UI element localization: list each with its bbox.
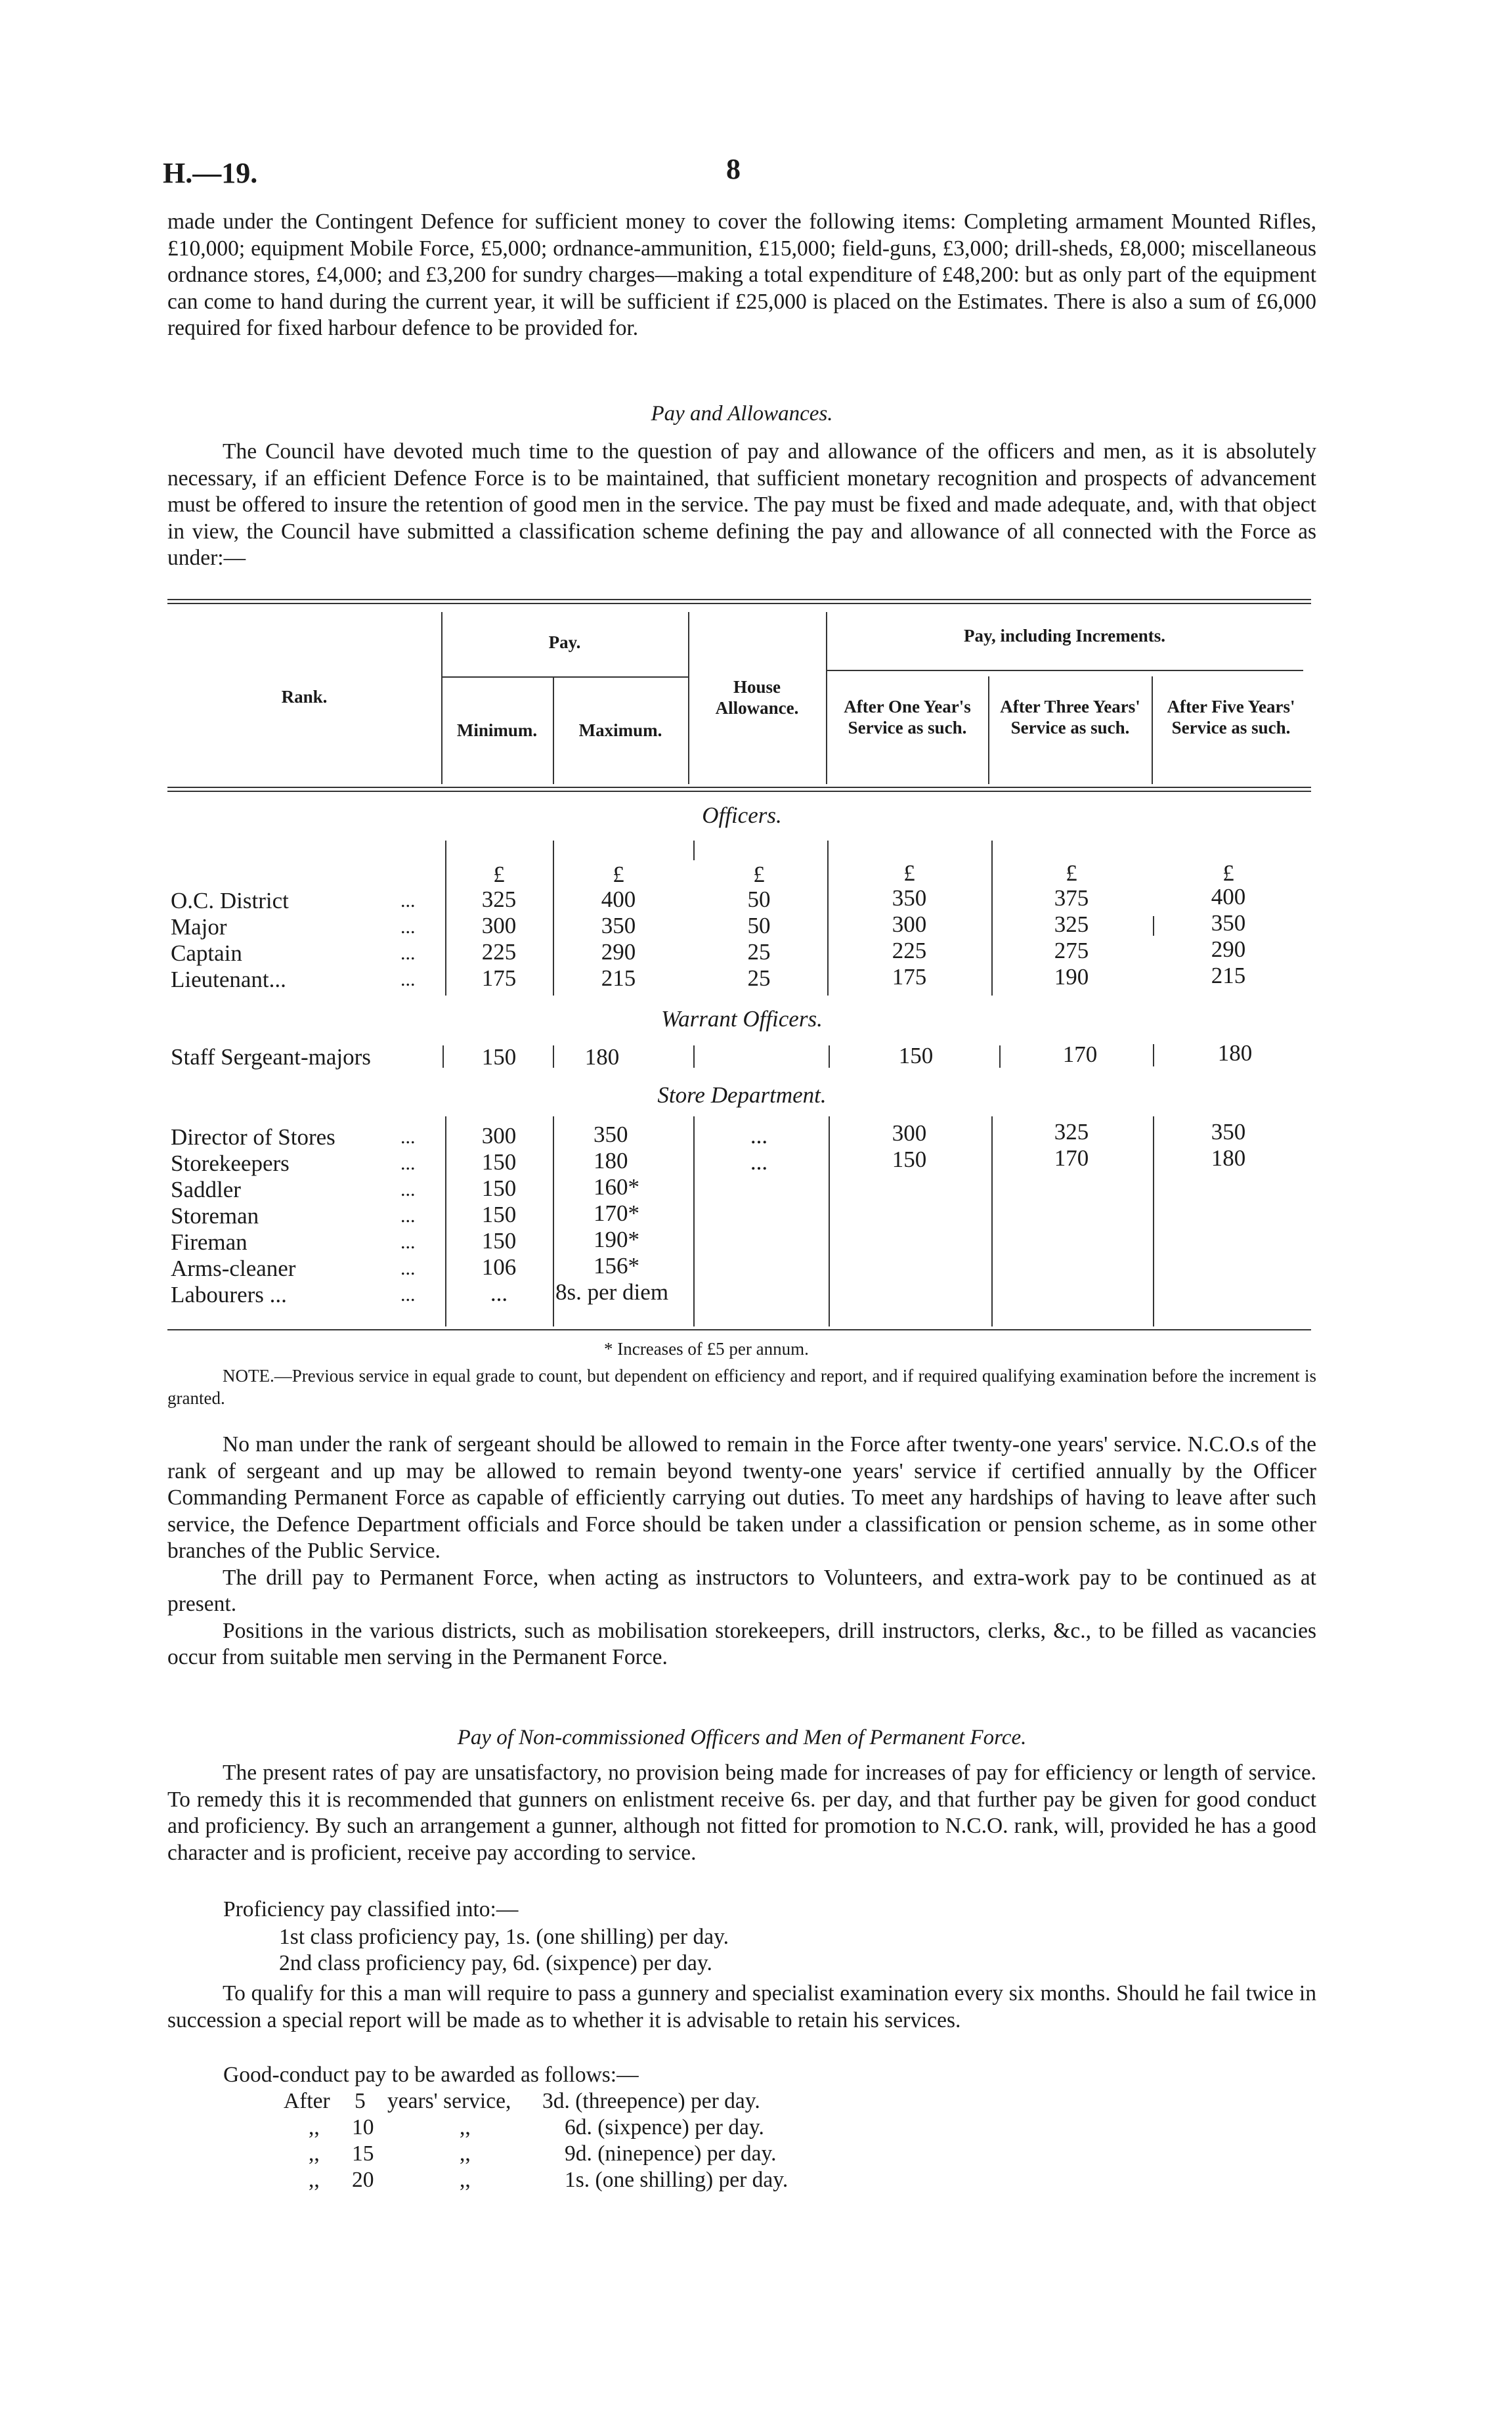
header-increments: Pay, including Increments.: [963, 626, 1166, 646]
qualify-paragraph: To qualify for this a man will require to pass a gunnery and specialist examination every six months. Should he fail twice in succession a special report will be made as to whether it is advisable to retain his services.: [167, 1981, 1316, 2032]
table-bottom-rule: [167, 1329, 1311, 1330]
header-minimum: Minimum.: [456, 720, 538, 740]
intro-paragraph: made under the Contingent Defence for sufficient money to cover the following items: Completing armament Mounted Rifles, £10,000; equipment Mobile Force, £5,000; ordnance-ammunition, £15,000; field-guns, £3,000; drill-sheds, £8,000; miscellaneous ordnance stores, £4,000; and £3,200 for sundry charges—making a total expenditure of £48,200: but as only part of the equipment can come to hand during the current year, it will be sufficient if £25,000 is placed on the Estimates. There is also a sum of £6,000 required for fixed harbour defence to be provided for.: [167, 209, 1316, 340]
nco-pay-heading: Pay of Non-commissioned Officers and Men of Permanent Force.: [457, 1726, 1027, 1749]
header-after-five: After Five Years' Service as such.: [1167, 697, 1295, 737]
proficiency-intro: Proficiency pay classified into:—: [223, 1897, 519, 1921]
header-after-one: After One Year's Service as such.: [844, 697, 971, 737]
footnote: * Increases of £5 per annum.: [604, 1339, 809, 1359]
service-paragraphs: No man under the rank of sergeant should be allowed to remain in the Force after twenty-one years' service. N.C.O.s of the rank of sergeant and up may be allowed to remain beyond twenty-one years' service if certified annually by the Officer Commanding Permanent Force as capable of efficiently carrying out duties. To meet any hardships of having to leave after such service, the Defence Department officials and Force should be taken under a classification or pension scheme, as in some other branches of the Public Service. The drill pay to Permanent Force, when acting as instructors to Volunteers, and extra-work pay to be continued as at present. Positions in the various districts, such as mobilisation storekeepers, drill instructors, clerks, &c., to be filled as vacancies occur from suitable men serving in the Permanent Force.: [167, 1432, 1316, 1669]
header-maximum: Maximum.: [578, 720, 662, 740]
header-pay: Pay.: [548, 632, 581, 652]
list-item: 1st class proficiency pay, 1s. (one shilling) per day.: [279, 1925, 729, 1949]
page-number: 8: [726, 153, 741, 185]
table-top-rule-2: [167, 603, 1311, 604]
section-store-department: Store Department.: [657, 1082, 827, 1108]
header-house-allowance: House Allowance.: [715, 677, 799, 718]
good-conduct-intro: Good-conduct pay to be awarded as follows:—: [223, 2063, 639, 2087]
table-note: NOTE.—Previous service in equal grade to count, but dependent on efficiency and report, and if required qualifying examination before the increment is granted.: [167, 1366, 1316, 1408]
document-page: H.—19. 8 made under the Contingent Defence for sufficient money to cover the following items: Completing armament Mounted Rifles, £10,000; equipment Mobile Force, £5,000; ordnance-ammunition, £15,000; field-guns, £3,000; drill-sheds, £8,000; miscellaneous ordnance stores, £4,000; and £3,200 for sundry charges—making a total expenditure of £48,200: but as only part of the equipment can come to hand during the current year, it will be sufficient if £25,000 is placed on the Estimates. There is also a sum of £6,000 required for fixed harbour defence to be provided for. Pay and Allowances. The Council have devoted much time to the question of pay and allowance of the officers and men, as it is absolutely necessary, if an efficient Defence Force is to be maintained, that sufficient monetary recognition and prospects of advancement must be offered to insure the retention of good men in the service. The pay must be fixed and made adequate, and, with that object in view, the Council have submitted a classification scheme defining the pay and allowance of all connected with the Force as under:— Rank. Pay. Minimum. Maximum. House Allowance. Pay, including Increments. After One Year's Service as such. After Three Years' Service as such. After Five Years' Service as such. Officers. £ £ £ £ £ £ O.C. District ... 325 400 50 350 375 400 Major ... 300 350 50 300 325 350 Captain ... 225 290 25 225 275 290 Lieutenant... ... 175 215 25 175 190 215 Warrant Officers. Staff Sergeant-majors 150 180 150 170 180 Store Department. Director of Stores ... 300 350 ... 300 325 350 Storekeepers ... 150 180 ... 150 170 180 Saddler ... 150 160* Storeman ... 150 170* Fireman ... 150 190* Arms-cleaner ... 106 156* Labourers ... ... ... 8s. per diem * Increases of £5 per annum. NOTE.—Previous service in equal grade to count, but dependent on efficiency and report, and if required qualifying examination before the increment is granted. No man under the rank of sergeant should be allowed to remain in the Force after twenty-one years' service. N.C.O.s of the rank of sergeant and up may be allowed to remain beyond twenty-one years' service if certified annually by the Officer Commanding Permanent Force as capable of efficiently carrying out duties. To meet any hardships of having to leave after such service, the Defence Department officials and Force should be taken under a classification or pension scheme, as in some other branches of the Public Service. The drill pay to Permanent Force, when acting as instructors to Volunteers, and extra-work pay to be continued as at present. Positions in the various districts, such as mobilisation storekeepers, drill instructors, clerks, &c., to be filled as vacancies occur from suitable men serving in the Permanent Force. Pay of Non-commissioned Officers and Men of Permanent Force. The present rates of pay are unsatisfactory, no provision being made for increases of pay for efficiency or length of service. To remedy this it is recommended that gunners on enlistment receive 6s. per day, and that further pay be given for good conduct and proficiency. By such an arrangement a gunner, although not fitted for promotion to N.C.O. rank, will, provided he has a good character and is proficient, receive pay according to service. Proficiency pay classified into:— 1st class proficiency pay, 1s. (one shilling) per day. 2nd class proficiency pay, 6d. (sixpence) per day. To qualify for this a man will require to pass a gunnery and specialist examination every six months. Should he fail twice in succession a special report will be made as to whether it is advisable to retain his services. Good-conduct pay to be awarded as follows:— After 5 years' service, 3d. (threepence) per day. ,, 10 ,, 6d. (sixpence) per day. ,, 15 ,, 9d. (ninepence) per day. ,, 20 ,, 1s. (one shilling) per day.: [163, 153, 1316, 2192]
pay-allowances-heading: Pay and Allowances.: [651, 402, 833, 426]
header-after-three: After Three Years' Service as such.: [1000, 697, 1140, 737]
section-officers: Officers.: [702, 802, 782, 828]
document-reference: H.—19.: [163, 157, 258, 189]
nco-paragraph: The present rates of pay are unsatisfactory, no provision being made for increases of pay for efficiency or length of service. To remedy this it is recommended that gunners on enlistment receive 6s. per day, and that further pay be given for good conduct and proficiency. By such an arrangement a gunner, although not fitted for promotion to N.C.O. rank, will, provided he has a good character and is proficient, receive pay according to service.: [167, 1761, 1316, 1865]
table-top-rule: [167, 599, 1311, 600]
header-bottom-rule: [167, 787, 1311, 788]
pay-paragraph: The Council have devoted much time to the question of pay and allowance of the officers and men, as it is absolutely necessary, if an efficient Defence Force is to be maintained, that sufficient monetary recognition and prospects of advancement must be offered to insure the retention of good men in the service. The pay must be fixed and made adequate, and, with that object in view, the Council have submitted a classification scheme defining the pay and allowance of all connected with the Force as under:—: [167, 439, 1316, 570]
list-item: 2nd class proficiency pay, 6d. (sixpence) per day.: [279, 1951, 712, 1975]
header-rank: Rank.: [281, 687, 328, 707]
section-warrant-officers: Warrant Officers.: [661, 1006, 823, 1032]
